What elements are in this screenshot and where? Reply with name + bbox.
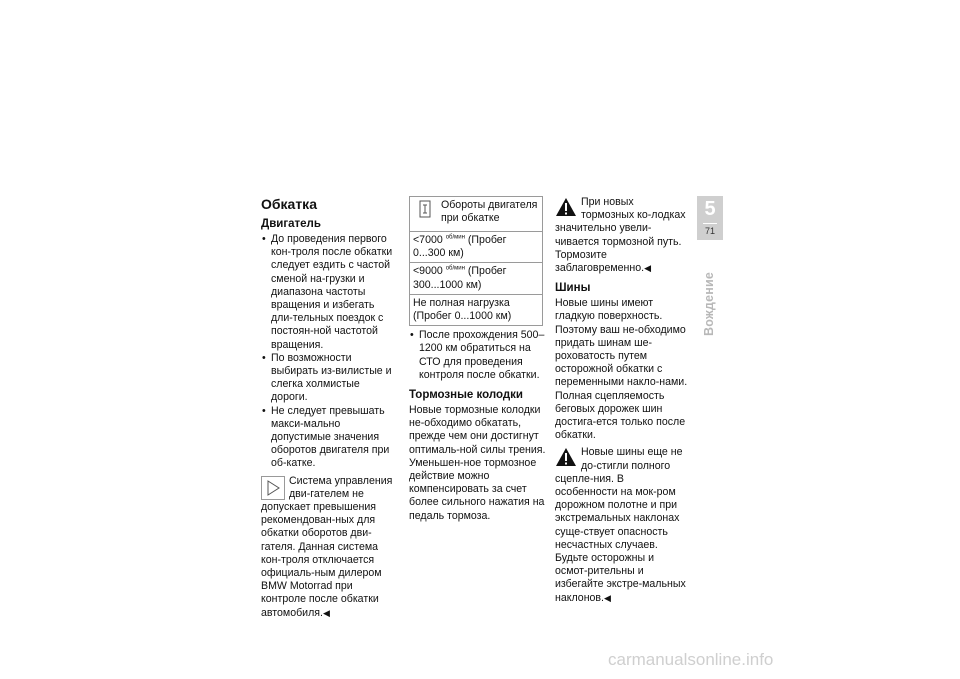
watermark: carmanualsonline.info	[608, 650, 774, 669]
mileage-text: (Пробег 0...300 км)	[413, 234, 507, 260]
tires-text: Новые шины имеют гладкую поверхность. Поэтому ваш не-обходимо придать шинам ше-роховатость путем осторожной обкатки с переменными накло-нами. Полная сцепляемость беговых дорожек шин достига-ется только после обкатки.	[555, 297, 688, 442]
page-number: 71	[704, 226, 715, 236]
table-row	[410, 232, 543, 263]
rpm-unit: об/мин	[445, 234, 465, 241]
brakes-warning	[555, 196, 688, 275]
list-item: • После прохождения 500–1200 км обратиться на СТО для проведения контроля после обкатки.	[409, 329, 546, 382]
tires-heading: Шины	[555, 282, 591, 295]
rpm-table	[409, 196, 543, 326]
chapter-side-title	[681, 264, 737, 344]
table-row	[410, 263, 543, 294]
rpm-unit: об/мин	[445, 265, 465, 272]
column-1	[261, 196, 399, 620]
warning-text: При новых тормозных ко-лодках значительно увели-чивается тормозной путь. Тормозите заблаговременно.	[555, 196, 686, 275]
table-cell	[410, 294, 543, 325]
engine-note	[261, 475, 399, 620]
brakes-heading: Тормозные колодки	[409, 389, 523, 402]
load-text: Не полная нагрузка (Пробег 0...1000 км)	[413, 296, 512, 323]
tires-warning	[555, 446, 688, 604]
column-2	[409, 196, 546, 523]
mileage-text: (Пробег 300...1000 км)	[413, 265, 507, 291]
spec-data-icon	[417, 199, 433, 221]
engine-heading: Двигатель	[261, 218, 321, 230]
table-header-text: Обороты двигателя при обкатке	[441, 199, 538, 225]
list-item: • Не следует превышать макси-мально допустимые значения оборотов двигателя при об-катке.	[261, 405, 399, 471]
chapter-title: Вождение	[702, 271, 716, 337]
column-3	[555, 196, 688, 605]
list-item: • По возможности выбирать из-вилистые и слегка холмистые дороги.	[261, 352, 399, 405]
warning-text: Новые шины еще не до-стигли полного сцепле-ния. В особенности на мок-ром дорожном полотне и при экстремальных наклонах суще-ствует опасность несчастных случаев.	[555, 446, 683, 551]
end-mark-icon: ◀	[322, 607, 330, 618]
list-item: • До проведения первого кон-троля после обкатки следует ездить с частой сменой на-грузки и диапазона частоты вращения и избегать дли-тельных поездок с постоян-ной частотой вращения.	[261, 233, 399, 352]
tab-divider	[703, 223, 717, 224]
chapter-number: 5	[704, 198, 716, 220]
brakes-text: Новые тормозные колодки не-обходимо обкатать, прежде чем они достигнут оптималь-ной силы трения. Уменьшен-ное тормозное действие можно компенсировать за счет более сильного нажатия на педаль тормоза.	[409, 404, 546, 522]
warning-text-continued	[555, 552, 688, 605]
table-header-cell	[410, 197, 543, 232]
note-triangle-icon	[261, 476, 285, 500]
service-bullet-list	[409, 329, 546, 382]
table-row	[410, 294, 543, 325]
engine-bullet-list	[261, 233, 399, 471]
warning-icon	[555, 447, 577, 467]
chapter-tab	[697, 196, 723, 240]
section-title: Обкатка	[261, 196, 317, 212]
end-mark-icon: ◀	[644, 263, 651, 274]
rpm-value: <9000	[413, 265, 443, 278]
table-cell	[410, 263, 543, 294]
note-text: Система управления дви-гателем не допускает превышения рекомендован-ных для обкатки оборотов дви-гателя. Данная система кон-троля отключается официаль-ным дилером BMW Motorrad при контроле после обкатки автомобиля.	[261, 474, 393, 619]
end-mark-icon: ◀	[604, 592, 611, 603]
warning-advice: Будьте осторожны и осмот-рительны и избегайте экстре-мальных наклонов.	[555, 552, 686, 604]
warning-icon	[555, 197, 577, 217]
table-row	[410, 197, 543, 232]
rpm-value: <7000	[413, 234, 443, 246]
table-cell	[410, 232, 543, 263]
